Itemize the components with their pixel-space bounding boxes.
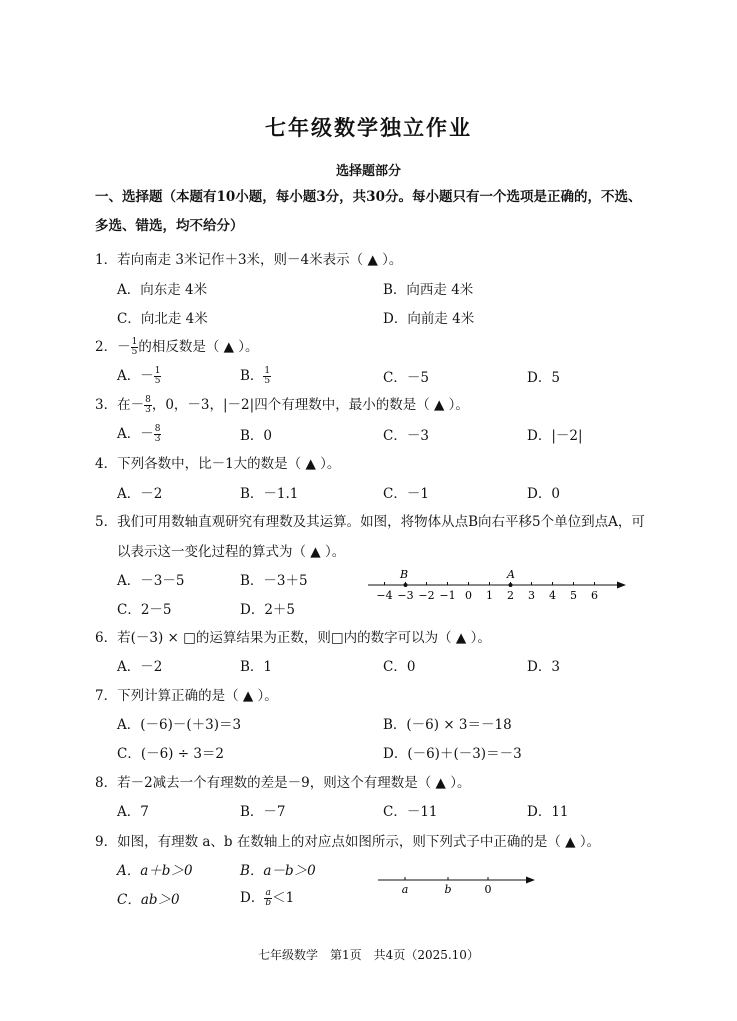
q5-tick-label: 6	[591, 589, 598, 602]
q3-opt-a-label: A．－	[117, 426, 154, 442]
q9-opt-d-den: b	[265, 898, 272, 908]
q2-opt-b-fraction	[263, 367, 271, 386]
q5-tick-label: 3	[528, 589, 535, 602]
q9-option-c: C．ab＞0	[117, 892, 180, 908]
q5-tick-label: 0	[465, 589, 472, 602]
q2-frac-num: 1	[131, 337, 138, 347]
q3-option-b: B．0	[240, 428, 273, 444]
q3-frac-num: 8	[145, 395, 151, 405]
q2-stem-post: 的相反数是（ ▲ ）。	[138, 339, 259, 355]
q9-option-b: B．a－b＞0	[240, 863, 316, 879]
q5-tick-label: 1	[486, 589, 493, 602]
q3-option-a	[117, 422, 161, 444]
q2-opt-a-label: A．－	[117, 368, 154, 384]
q2-option-b	[240, 364, 271, 386]
section-heading-line1: 一、选择题（本题有10小题，每小题3分，共30分。每小题只有一个选项是正确的，不选、	[95, 189, 642, 205]
q2-stem-pre: 2．－	[95, 339, 131, 355]
question-9-stem: 9．如图，有理数 a、b 在数轴上的对应点如图所示，则下列式子中正确的是（ ▲ ）。	[95, 834, 601, 850]
q5-tick-label: −1	[439, 589, 456, 602]
q3-opt-a-fraction	[154, 425, 162, 444]
q9-option-d	[240, 886, 294, 908]
section-heading-line2: 多选、错选，均不给分）	[95, 218, 244, 234]
q7-option-d: D．(－6)＋(－3)＝－3	[383, 746, 522, 762]
q6-option-c: C．0	[383, 659, 416, 675]
q5-tick-label: −2	[418, 589, 435, 602]
q5-option-d: D．2＋5	[240, 602, 296, 618]
page-title: 七年级数学独立作业	[265, 115, 472, 140]
q7-option-b: B．(－6) × 3＝－18	[383, 717, 512, 733]
q5-point-b	[404, 583, 408, 587]
q2-opt-a-num: 1	[154, 366, 161, 376]
q5-point-a-label: A	[507, 568, 515, 581]
q2-opt-b-label: B．	[240, 368, 264, 384]
q8-option-c: C．－11	[383, 804, 438, 820]
q9-label-a: a	[401, 883, 409, 896]
q1-option-d: D．向前走 4米	[383, 311, 475, 327]
question-6-stem: 6．若(－3) × □的运算结果为正数，则□内的数字可以为（ ▲ ）。	[95, 630, 491, 646]
question-1-stem: 1．若向南走 3米记作＋3米，则－4米表示（ ▲ ）。	[95, 252, 403, 268]
q4-option-b: B．－1.1	[240, 486, 299, 502]
q5-tick-label: −4	[376, 589, 393, 602]
q9-option-a: A．a＋b＞0	[117, 863, 193, 879]
q2-opt-a-fraction	[154, 367, 162, 386]
q5-tick-label: 4	[549, 589, 556, 602]
section-heading	[95, 183, 655, 241]
q8-option-b: B．－7	[240, 804, 286, 820]
q5-tick-label: 2	[507, 589, 514, 602]
q5-point-b-label: B	[399, 568, 409, 581]
q4-option-a: A．－2	[117, 486, 163, 502]
q5-point-a	[509, 583, 513, 587]
q9-opt-d-label: D．	[240, 890, 265, 906]
q1-option-c: C．向北走 4米	[117, 311, 208, 327]
question-5-stem-cont: 以表示这一变化过程的算式为（ ▲ ）。	[117, 544, 346, 560]
q5-option-c: C．2－5	[117, 602, 172, 618]
page-footer: 七年级数学 第1页 共4页（2025.10）	[258, 948, 479, 962]
question-8-stem: 8．若－2减去一个有理数的差是－9，则这个有理数是（ ▲ ）。	[95, 775, 471, 791]
question-4-stem: 4．下列各数中，比－1大的数是（ ▲ ）。	[95, 456, 341, 472]
q3-opt-a-den: 3	[154, 434, 161, 444]
q6-option-d: D．3	[527, 659, 560, 675]
q6-option-b: B．1	[240, 659, 273, 675]
q3-option-d: D．|－2|	[527, 428, 583, 444]
q1-option-b: B．向西走 4米	[383, 282, 474, 298]
q3-stem-fraction	[144, 396, 152, 415]
question-5-stem: 5．我们可用数轴直观研究有理数及其运算。如图，将物体从点B向右平移5个单位到点A，可	[95, 514, 645, 530]
question-2-stem	[95, 335, 655, 357]
q7-option-c: C．(－6) ÷ 3＝2	[117, 746, 225, 762]
q5-number-line	[360, 564, 635, 606]
q2-option-c: C．－5	[383, 370, 429, 386]
q7-option-a: A．(－6)－(＋3)＝3	[117, 717, 242, 733]
q2-opt-a-den: 5	[154, 376, 161, 386]
q9-opt-d-num: a	[265, 888, 271, 898]
q9-label-b: b	[444, 883, 452, 896]
q4-option-c: C．－1	[383, 486, 429, 502]
q9-number-line	[370, 868, 545, 898]
q8-option-d: D．11	[527, 804, 569, 820]
q5-tick-label: −3	[397, 589, 414, 602]
q2-frac-den: 5	[131, 347, 138, 357]
q1-option-a: A．向东走 4米	[117, 282, 208, 298]
q8-option-a: A．7	[117, 804, 149, 820]
question-3-stem	[95, 393, 655, 415]
q9-axis-arrow	[526, 877, 535, 884]
q3-stem-pre: 3．在－	[95, 397, 145, 413]
q3-stem-post: ，0，－3，|－2|四个有理数中，最小的数是（ ▲ ）。	[151, 397, 469, 413]
q2-opt-b-num: 1	[264, 366, 271, 376]
q5-axis-arrow	[617, 582, 626, 589]
q3-frac-den: 3	[145, 405, 151, 415]
section-subtitle: 选择题部分	[335, 164, 401, 179]
q2-opt-b-den: 5	[264, 376, 271, 386]
q5-tick-label: 5	[570, 589, 577, 602]
q4-option-d: D．0	[527, 486, 560, 502]
question-7-stem: 7．下列计算正确的是（ ▲ ）。	[95, 688, 278, 704]
q9-opt-d-post: ＜1	[272, 890, 295, 906]
q5-option-b: B．－3＋5	[240, 573, 308, 589]
q3-option-c: C．－3	[383, 428, 429, 444]
q2-option-a	[117, 364, 161, 386]
q9-opt-d-fraction	[264, 889, 272, 908]
q2-option-d: D．5	[527, 370, 560, 386]
q9-label-zero: 0	[484, 883, 492, 896]
q3-opt-a-num: 8	[154, 424, 161, 434]
q5-option-a: A．－3－5	[117, 573, 185, 589]
q6-option-a: A．－2	[117, 659, 163, 675]
